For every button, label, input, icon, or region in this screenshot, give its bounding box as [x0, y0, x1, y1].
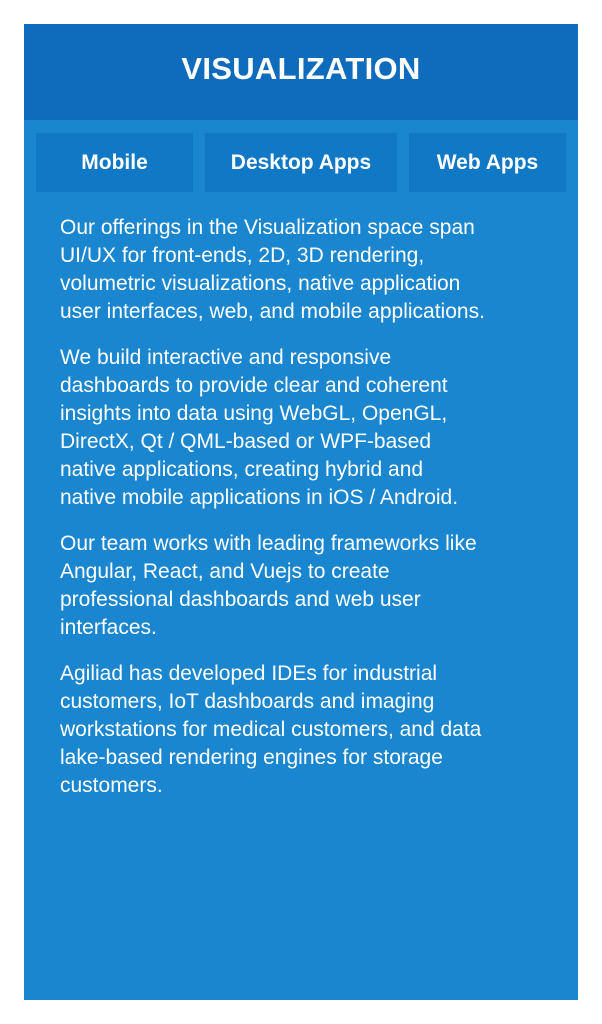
tab-desktop-apps[interactable]: Desktop Apps: [205, 133, 397, 192]
paragraph-frameworks: Our team works with leading frameworks like Angular, React, and Vuejs to create professional dashboards and web user interfaces.: [60, 532, 477, 639]
paragraph-dashboards: We build interactive and responsive dashboards to provide clear and coherent insights into data using WebGL, OpenGL, DirectX, Qt / QML-based or WPF-based native applications, creating hybrid and native mobile applications in iOS / Android.: [60, 346, 459, 509]
tab-mobile[interactable]: Mobile: [36, 133, 193, 192]
visualization-card: [24, 24, 578, 1000]
paragraph-offerings: Our offerings in the Visualization space span UI/UX for front-ends, 2D, 3D rendering, volumetric visualizations, native application user interfaces, web, and mobile applications.: [60, 216, 485, 323]
card-title: VISUALIZATION: [181, 51, 421, 86]
card-header: [24, 24, 578, 120]
tab-web-apps[interactable]: Web Apps: [409, 133, 566, 192]
card-content: [60, 214, 560, 818]
paragraph-agiliad: Agiliad has developed IDEs for industrial customers, IoT dashboards and imaging workstations for medical customers, and data lake-based rendering engines for storage customers.: [60, 662, 482, 797]
tab-bar: [36, 133, 566, 192]
